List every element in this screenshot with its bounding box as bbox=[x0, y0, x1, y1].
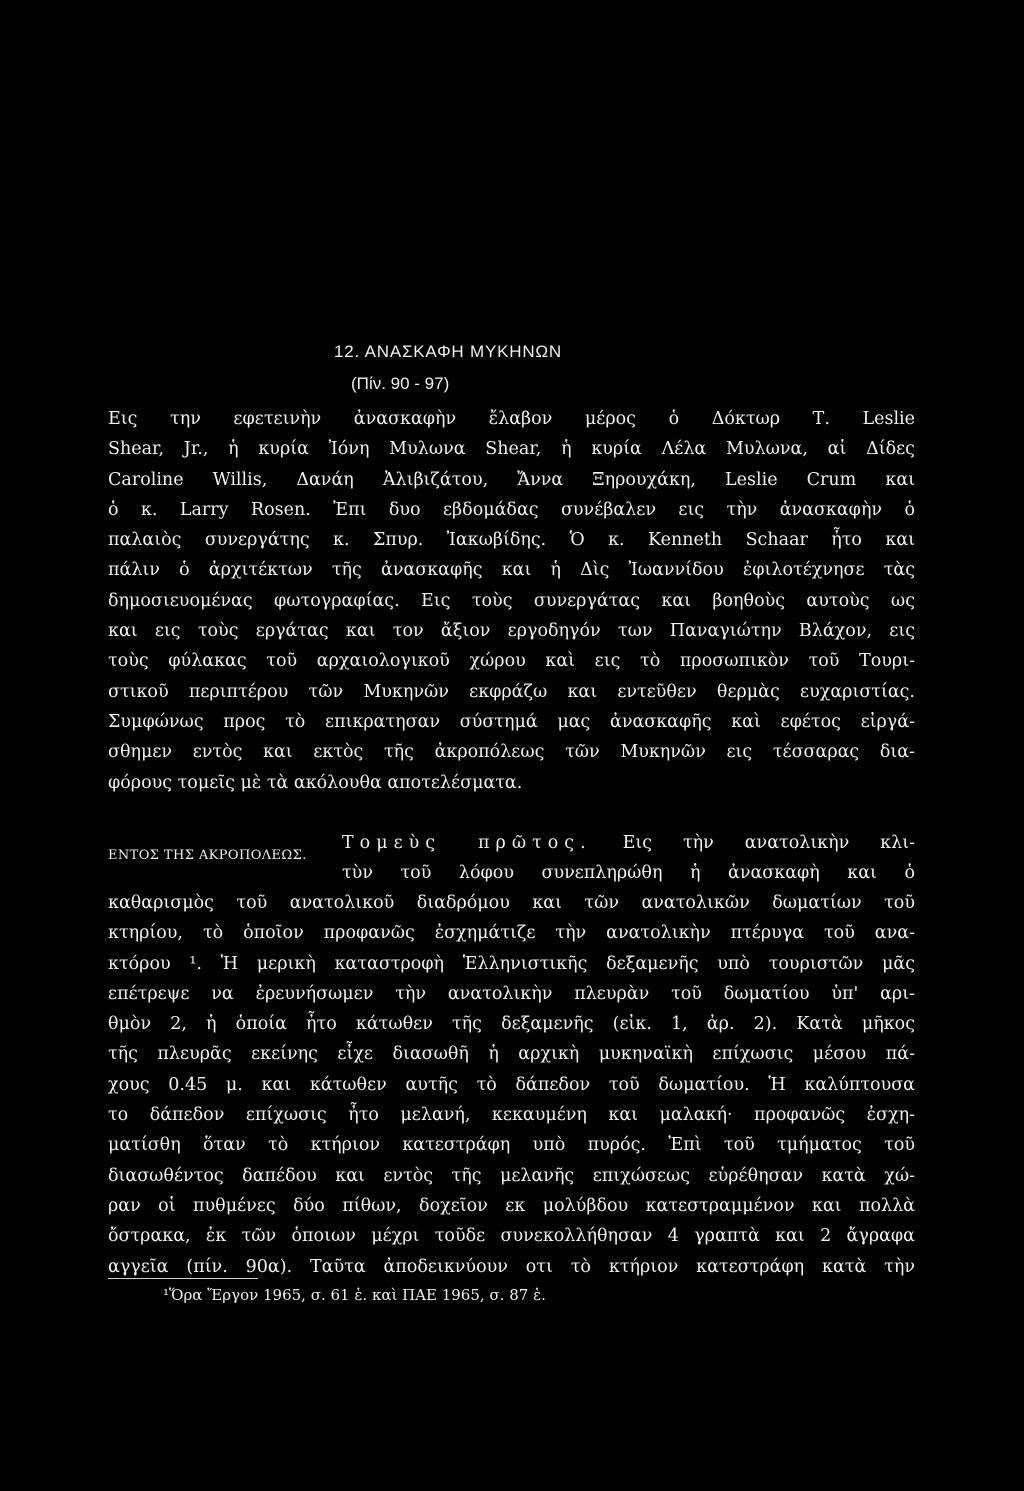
text-line: και εις τοὺς εργάτας και τον ἄξιον εργοδηγόν των Παναγιώτην Βλάχον, εις bbox=[108, 621, 915, 642]
text-line: θμὸν 2, ἡ ὁποία ἦτο κάτωθεν τῆς δεξαμενῆς (εἰκ. 1, ἀρ. 2). Κατὰ μῆκος bbox=[108, 1014, 915, 1035]
footnote: ¹Ὅρα Ἔργον 1965, σ. 61 ἑ. καὶ ΠΑΕ 1965, σ. 87 ἑ. bbox=[163, 1286, 546, 1304]
text-line: δημοσιευομένας φωτογραφίας. Εις τοὺς συνεργάτας και βοηθοὺς αυτοὺς ως bbox=[108, 590, 915, 611]
sector-title: Τομεὺς πρῶτος. bbox=[342, 833, 592, 853]
text-line: ὁ κ. Larry Rosen. Ἐπι δυο εβδομάδας συνέβαλεν εις τὴν ἀνασκαφὴν ὁ bbox=[108, 499, 915, 520]
text-line: ραν οἱ πυθμένες δύο πίθων, δοχεῖον εκ μολύβδου κατεστραμμένον και πολλὰ bbox=[108, 1195, 915, 1216]
text-line: κτόρου ¹. Ἡ μερικὴ καταστροφὴ Ἑλληνιστικῆς δεξαμενῆς υπὸ τουριστῶν μᾶς bbox=[108, 953, 915, 974]
text-line: σθημεν εντὸς και εκτὸς τῆς ἀκροπόλεως τῶν Μυκηνῶν εις τέσσαρας δια- bbox=[108, 742, 915, 763]
text-line: στικοῦ περιπτέρου τῶν Μυκηνῶν εκφράζω και εντεῦθεν θερμὰς ευχαριστίας. bbox=[108, 681, 915, 702]
side-heading: ΕΝΤΟΣ ΤΗΣ ΑΚΡΟΠΟΛΕΩΣ. bbox=[108, 848, 307, 863]
text-line: ὄστρακα, ἐκ τῶν ὁποιων μέχρι τοῦδε συνεκολλήθησαν 4 γραπτὰ και 2 ἄγραφα bbox=[108, 1226, 915, 1247]
sector-paragraph bbox=[108, 888, 915, 1282]
text-line: Εις την εφετεινὴν ἀνασκαφὴν ἔλαβον μέρος ὁ Δόκτωρ Τ. Leslie bbox=[108, 409, 915, 429]
sector-second-line: τὺν τοῦ λόφου συνεπληρώθη ἡ ἀνασκαφὴ και ὁ bbox=[342, 863, 915, 883]
text-line: αγγεῖα (πίν. 90α). Ταῦτα ἀποδεικνύουν οτι τὸ κτήριον κατεστράφη κατὰ τὴν bbox=[108, 1256, 915, 1277]
footnote-divider bbox=[108, 1278, 258, 1279]
intro-paragraph bbox=[108, 404, 915, 798]
text-line: διασωθέντος δαπέδου και εντὸς τῆς μελανῆς επιχώσεως εὑρέθησαν κατὰ χώ- bbox=[108, 1165, 915, 1186]
text-line: ματίσθη ὅταν τὸ κτήριον κατεστράφη υπὸ πυρός. Ἐπὶ τοῦ τμήματος τοῦ bbox=[108, 1135, 915, 1156]
plates-reference: (Πίν. 90 - 97) bbox=[351, 374, 450, 393]
text-line: κτηρίου, τὸ ὁποῖον προφανῶς ἐσχημάτιζε τὴν ανατολικὴν πτέρυγα τοῦ ανα- bbox=[108, 923, 915, 944]
text-line: Shear, Jr., ἡ κυρία Ἰόνη Μυλωνα Shear, ἡ κυρία Λέλα Μυλωνα, αἱ Δίδες bbox=[108, 439, 915, 460]
text-line: το δάπεδον επίχωσις ἦτο μελανή, κεκαυμένη και μαλακή· προφανῶς ἐσχη- bbox=[108, 1105, 915, 1126]
text-line: χους 0.45 μ. και κάτωθεν αυτῆς τὸ δάπεδον τοῦ δωματίου. Ἡ καλύπτουσα bbox=[108, 1074, 915, 1095]
text-line: τοὺς φύλακας τοῦ αρχαιολογικοῦ χώρου καὶ εις τὸ προσωπικὸν τοῦ Τουρι- bbox=[108, 651, 915, 672]
text-line: πάλιν ὁ ἀρχιτέκτων τῆς ἀνασκαφῆς και ἡ Δὶς Ἰωαννίδου ἐφιλοτέχνησε τὰς bbox=[108, 560, 915, 581]
text-line: Caroline Willis, Δανάη Ἀλιβιζάτου, Ἄννα Ξηρουχάκη, Leslie Crum και bbox=[108, 469, 915, 490]
text-line: τῆς πλευρᾶς εκείνης εἶχε διασωθῆ ἡ αρχικὴ μυκηναϊκὴ επίχωσις μέσου πά- bbox=[108, 1044, 915, 1065]
section-heading: 12. ΑΝΑΣΚΑΦΗ ΜΥΚΗΝΩΝ bbox=[334, 342, 563, 361]
text-line: επέτρεψε να ἐρευνήσωμεν τὴν ανατολικὴν πλευρὰν τοῦ δωματίου ὑπ' αρι- bbox=[108, 983, 915, 1004]
text-line: φόρους τομεῖς μὲ τὰ ακόλουθα αποτελέσματα. bbox=[108, 772, 523, 793]
sector-first-line bbox=[342, 828, 915, 858]
text-line: καθαρισμὸς τοῦ ανατολικοῦ διαδρόμου και τῶν ανατολικῶν δωματίων τοῦ bbox=[108, 893, 915, 913]
text-line: παλαιὸς συνεργάτης κ. Σπυρ. Ἰακωβίδης. Ὁ κ. Kenneth Schaar ἦτο και bbox=[108, 530, 915, 551]
sector-line-text: Εις τὴν ανατολικὴν κλι- bbox=[622, 833, 915, 853]
text-line: Συμφώνως προς τὸ επικρατησαν σύστημά μας ἀνασκαφῆς καὶ εφέτος εἰργά- bbox=[108, 711, 915, 732]
